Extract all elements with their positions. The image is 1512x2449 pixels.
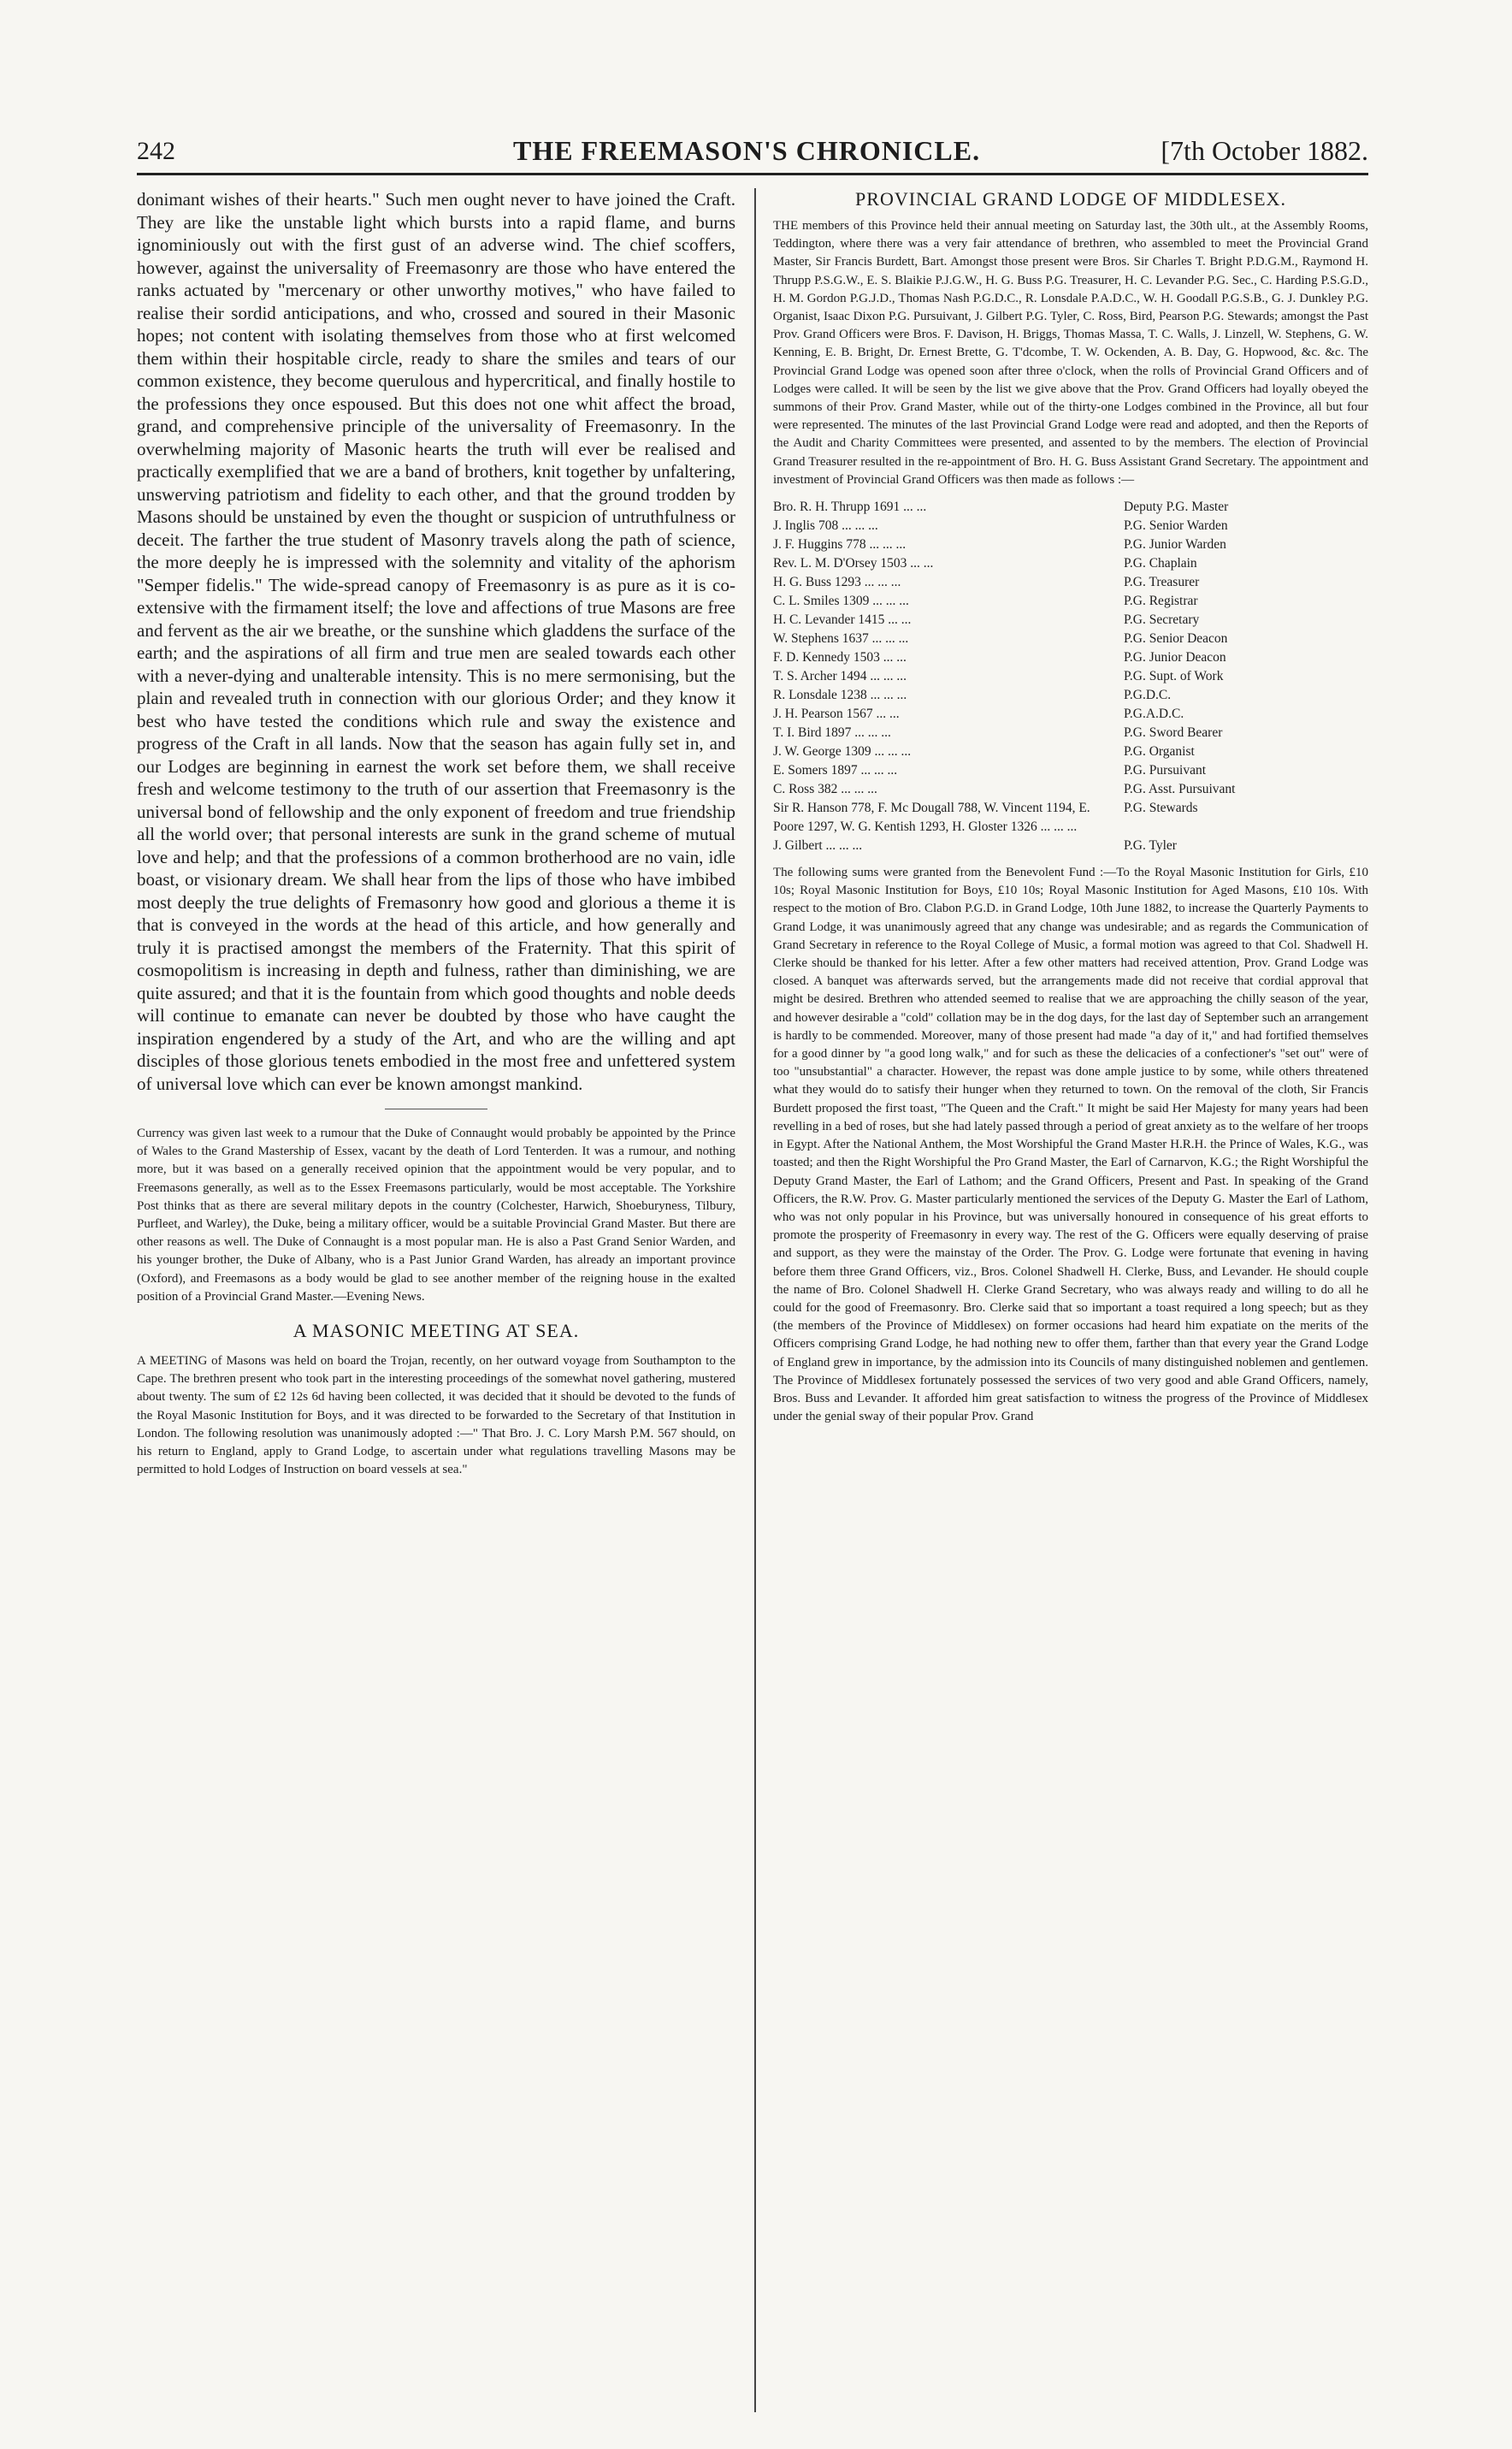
officer-row: T. I. Bird 1897 ... ... ... P.G. Sword Bearer	[773, 725, 1223, 741]
right-column	[773, 188, 1368, 1434]
officer-row: R. Lonsdale 1238 ... ... ... P.G.D.C.	[773, 688, 1172, 703]
officer-row: W. Stephens 1637 ... ... ... P.G. Senior Deacon	[773, 631, 1228, 647]
main-article-text: donimant wishes of their hearts." Such men ought never to have joined the Craft. They are like the unstable light which bursts into a rapid flame, and burns ignominiously out with the first gust of an adverse wind. The chief scoffers, however, against the universality of Freemasonry are those who have entered the ranks actuated by "mercenary or other unworthy motives," who have failed to realise their sordid anticipations, and who, crossed and soured in their Masonic hopes; not content with isolating themselves from those who at first welcomed them within their hospitable circle, ready to share the smiles and tears of our common existence, they become querulous and hypercritical, and finally hostile to the professions they once espoused. But this does not one whit affect the broad, grand, and comprehensive principle of the universality of Freemasonry. In the overwhelming majority of Masonic hearts the truth will ever be realised and practically exemplified that we are a band of brothers, knit together by unfaltering, unswerving patriotism and fidelity to each other, and that the ground trodden by Masons should be unstained by even the thought or suspicion of untruthfulness or deceit. The farther the true student of Masonry travels along the path of science, the more deeply he is impressed with the solemnity and vitality of the aphorism "Semper fidelis." The wide-spread canopy of Freemasonry is as pure as it is co-extensive with the firmament itself; the love and affections of true Masons are free and fervent as the air we breathe, or the sunshine which gladdens the surface of the earth; and the aspirations of all firm and true men are sealed towards each other with a never-dying and unalterable intensity. This is no mere sermonising, but the plain and revealed truth in connection with our glorious Order; and they know it best who have tested the conditions which rule and sway the existence and progress of the Craft in all lands. Now that the season has again fully set in, and our Lodges are beginning in earnest the work set before them, we shall receive fresh and welcome testimony to the truth of our assertion that Freemasonry is the universal bond of fellowship and the only exponent of freedom and true friendship all the world over; that personal interests are sunk in the grand scheme of mutual love and help; and that the professions of a common brotherhood are no vain, idle boast, or visionary dream. We shall hear from the lips of those who have imbibed most deeply the true delights of Fremasonry how good and glorious a theme it is that is conveyed in the words at the head of this article, and how generally and truly it is practised amongst the members of the Fraternity. That this spirit of cosmopolitism is increasing in depth and fulness, rather than diminishing, we are quite assured; and that it is the fountain from which good thoughts and noble deeds will continue to emanate can never be doubted by those who have caught the inspiration engendered by a study of the Art, and who are the willing and apt disciples of those glorious tenets embodied in the most free and unfettered system of universal love which can ever be known amongst mankind.	[137, 189, 735, 1094]
officer-row: J. Inglis 708 ... ... ... P.G. Senior Warden	[773, 518, 1228, 534]
officer-row: Bro. R. H. Thrupp 1691 ... ... Deputy P.G. Master	[773, 500, 1229, 515]
officer-row: H. C. Levander 1415 ... ... P.G. Secretary	[773, 612, 1200, 628]
officer-row: T. S. Archer 1494 ... ... ... P.G. Supt. of Work	[773, 669, 1224, 684]
officer-row: J. F. Huggins 778 ... ... ... P.G. Junior Warden	[773, 537, 1226, 553]
officer-row: C. Ross 382 ... ... ... P.G. Asst. Pursuivant	[773, 782, 1236, 797]
currency-note: Currency was given last week to a rumour that the Duke of Connaught would probably be appointed by the Prince of Wales to the Grand Mastership of Essex, vacant by the death of Lord Tenterden. It was a rumour, and nothing more, but it was based on a generally received opinion that the appointment would be very popular, and to Freemasons generally, as well as to the Essex Freemasons particularly, would be most acceptable. The Yorkshire Post thinks that as there are several military depots in the country (Colchester, Harwich, Shoeburyness, Tilbury, Purfleet, and Warley), the Duke, being a military officer, would be a suitable Provincial Grand Master. But there are other reasons as well. The Duke of Connaught is a most popular man. He is also a Past Grand Senior Warden, and his younger brother, the Duke of Albany, who is a Past Junior Grand Warden, has already an important province (Oxford), and Freemasons as a body would be glad to see another member of the reigning house in the exalted position of a Provincial Grand Master.—Evening News.	[137, 1127, 735, 1304]
officer-row: J. Gilbert ... ... ... P.G. Tyler	[773, 838, 1177, 854]
officer-row: Rev. L. M. D'Orsey 1503 ... ... P.G. Chaplain	[773, 556, 1197, 571]
header-rule	[137, 173, 1368, 175]
page-header	[137, 128, 1368, 171]
page-number: 242	[137, 137, 175, 165]
sea-meeting-heading: A MASONIC MEETING AT SEA.	[292, 1320, 580, 1342]
officer-row: H. G. Buss 1293 ... ... ... P.G. Treasurer	[773, 575, 1200, 590]
officer-row: J. W. George 1309 ... ... ... P.G. Organist	[773, 744, 1195, 760]
officer-row: Sir R. Hanson 778, F. Mc Dougall 788, W. Vincent 1194, E. Poore 1297, W. G. Kentish 1293, H. Gloster 1326 ... ... ... P.G. Stewards	[773, 801, 1198, 835]
masthead-title: THE FREEMASON'S CHRONICLE.	[513, 135, 981, 166]
column-divider	[754, 188, 756, 2412]
officer-row: F. D. Kennedy 1503 ... ... P.G. Junior Deacon	[773, 650, 1226, 665]
left-column	[137, 188, 735, 1488]
officers-list	[773, 498, 1368, 855]
middlesex-proceedings: The following sums were granted from the Benevolent Fund :—To the Royal Masonic Institution for Girls, £10 10s; Royal Masonic Institution for Boys, £10 10s; Royal Masonic Institution for Aged Masons, £10 10s. With respect to the motion of Bro. Clabon P.G.D. in Grand Lodge, 10th June 1882, to increase the Quarterly Payments to Grand Lodge, it was unanimously agreed that any change was undesirable; and as regards the Communication of Grand Secretary in reference to the Royal College of Music, a formal motion was agreed to that Col. Shadwell H. Clerke should be thanked for his letter. After a few other matters had received attention, Prov. Grand Lodge was closed. A banquet was afterwards served, but the arrangements made did not receive that cordial approval that might be desired. Brethren who attended seemed to realise that we are approaching the chilly season of the year, and however desirable a "cold" collation may be in the dog days, for the last day of September such an arrangement is hardly to be commended. Moreover, many of those present had made "a day of it," and had fortified themselves for a good dinner by "a good long walk," and for such as these the delicacies of a confectioner's "set out" were of too "unsubstantial" a character. However, the repast was done ample justice to by some, while others threatened what they would do to satisfy their hunger when they returned to town. On the removal of the cloth, Sir Francis Burdett proposed the first toast, "The Queen and the Craft." It might be said Her Majesty for many years had been revelling in a bed of roses, but she had lately passed through a period of great anxiety as to the welfare of her troops in Egypt. After the National Anthem, the Most Worshipful the Grand Master H.R.H. the Prince of Wales, K.G., was toasted; and then the Right Worshipful the Pro Grand Master, the Earl of Carnarvon, K.G.; the Right Worshipful the Deputy Grand Master, the Earl of Lathom; and the Grand Officers, Present and Past. In speaking of the Grand Officers, the R.W. Prov. G. Master particularly mentioned the services of the Deputy G. Master the Earl of Lathom, who was not only popular in his Province, but was universally honoured in consequence of his great efforts to promote the prosperity of Freemasonry in every way. The rest of the G. Officers were equally deserving of praise and support, as they were the mainstay of the Order. The Prov. G. Lodge were fortunate that evening in having before them three Grand Officers, viz., Bros. Colonel Shadwell H. Clerke, Buss, and Levander. He should couple the name of Bro. Colonel Shadwell H. Clerke Grand Secretary, who was always ready and willing to do all he could for the good of Freemasonry. Bro. Clerke said that so important a toast required a long speech; but as they (the members of the Province of Middlesex) on former occasions had heard him expatiate on the merits of the Officers comprising Grand Lodge, he had nothing new to offer them, farther than that every year the Grand Lodge of England grew in importance, by the admission into its Councils of many distinguished noblemen and gentlemen. The Province of Middlesex fortunately possessed the services of two very good and able Grand Officers, namely, Bros. Buss and Levander. It afforded him great satisfaction to witness the progress of the Province of Middlesex under the genial sway of their popular Prov. Grand	[773, 866, 1368, 1424]
officer-row: C. L. Smiles 1309 ... ... ... P.G. Registrar	[773, 594, 1198, 609]
officer-row: E. Somers 1897 ... ... ... P.G. Pursuivant	[773, 763, 1207, 778]
officer-row: J. H. Pearson 1567 ... ... P.G.A.D.C.	[773, 707, 1184, 722]
middlesex-heading: PROVINCIAL GRAND LODGE OF MIDDLESEX.	[855, 188, 1286, 210]
issue-date: [7th October 1882.	[1161, 135, 1368, 166]
sea-meeting-text: A MEETING of Masons was held on board the Trojan, recently, on her outward voyage from Southampton to the Cape. The brethren present who took part in the interesting proceedings of the somewhat novel gathering, mustered about twenty. The sum of £2 12s 6d having been collected, it was decided that it should be devoted to the funds of the Royal Masonic Institution for Boys, and it was directed to be forwarded to the Secretary of that Institution in London. The following resolution was unanimously adopted :—" That Bro. J. C. Lory Marsh P.M. 567 should, on his return to England, apply to Grand Lodge, to ascertain under what regulations travelling Masons may be permitted to hold Lodges of Instruction on board vessels at sea."	[137, 1354, 735, 1477]
newspaper-page	[137, 128, 1368, 2421]
middlesex-intro: THE members of this Province held their annual meeting on Saturday last, the 30th ult., at the Assembly Rooms, Teddington, where there was a very fair attendance of brethren, who assembled to meet the Provincial Grand Master, Sir Francis Burdett, Bart. Amongst those present were Bros. Sir Charles T. Bright P.D.G.M., Raymond H. Thrupp P.S.G.W., E. S. Blaikie P.J.G.W., H. G. Buss P.G. Treasurer, H. C. Levander P.G. Sec., C. Harding P.S.G.D., H. M. Gordon P.G.J.D., Thomas Nash P.G.D.C., R. Lonsdale P.A.D.C., W. H. Goodall P.G.S.B., G. J. Dunkley P.G. Organist, Isaac Dixon P.G. Pursuivant, J. Gilbert P.G. Tyler, C. Ross, Bird, Pearson P.G. Stewards; amongst the Past Prov. Grand Officers were Bros. F. Davison, H. Briggs, Thomas Massa, T. C. Walls, J. Linzell, W. Stephens, G. W. Kenning, E. B. Bright, Dr. Ernest Brette, G. T'dcombe, T. W. Ockenden, A. B. Day, G. Hopwood, &c. &c. The Provincial Grand Lodge was opened soon after three o'clock, when the rolls of Provincial Grand Officers and of Lodges were called. It will be seen by the list we give above that the Prov. Grand Officers had loyally obeyed the summons of their Prov. Grand Master, while out of the thirty-one Lodges combined in the Province, all but four were represented. The minutes of the last Provincial Grand Lodge were read and adopted, and then the Reports of the Audit and Charity Committees were presented, and assented to by the members. The election of Provincial Grand Treasurer resulted in the re-appointment of Bro. H. G. Buss Assistant Grand Secretary. The appointment and investment of Provincial Grand Officers was then made as follows :—	[773, 219, 1368, 487]
